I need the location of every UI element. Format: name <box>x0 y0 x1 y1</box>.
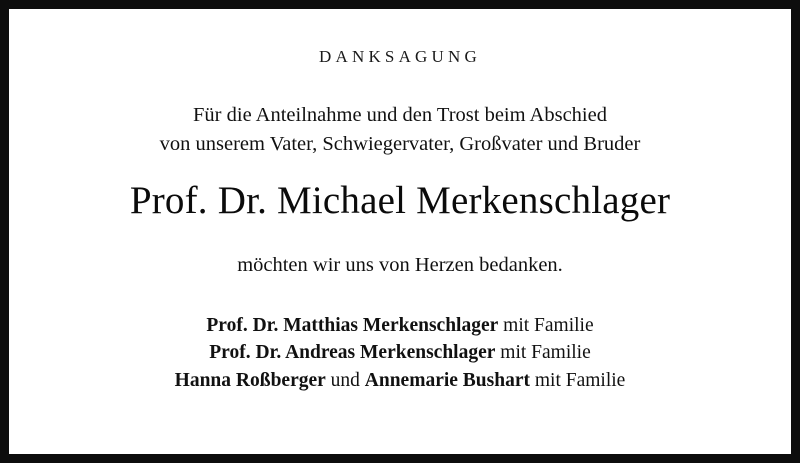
survivor-suffix: mit Familie <box>495 342 591 364</box>
survivor-suffix: mit Familie <box>530 369 626 391</box>
survivor-suffix: mit Familie <box>498 314 594 336</box>
intro-text <box>160 101 641 159</box>
intro-line-1: Für die Anteilnahme und den Trost beim Abschied <box>193 104 607 126</box>
survivors-list <box>175 312 626 395</box>
notice-kicker: DANKSAGUNG <box>319 47 481 66</box>
closing-text: möchten wir uns von Herzen bedanken. <box>237 253 563 276</box>
list-item <box>175 339 626 367</box>
list-item <box>175 312 626 340</box>
survivor-conjunction: und <box>325 369 365 391</box>
deceased-name: Prof. Dr. Michael Merkenschlager <box>129 179 671 222</box>
list-item <box>175 367 626 395</box>
survivor-name: Prof. Dr. Matthias Merkenschlager <box>206 314 499 336</box>
survivor-name: Hanna Roßberger <box>174 369 326 391</box>
survivor-name: Prof. Dr. Andreas Merkenschlager <box>209 342 496 364</box>
intro-line-2: von unserem Vater, Schwiegervater, Großvater und Bruder <box>159 133 641 155</box>
survivor-name-secondary: Annemarie Bushart <box>364 369 530 391</box>
